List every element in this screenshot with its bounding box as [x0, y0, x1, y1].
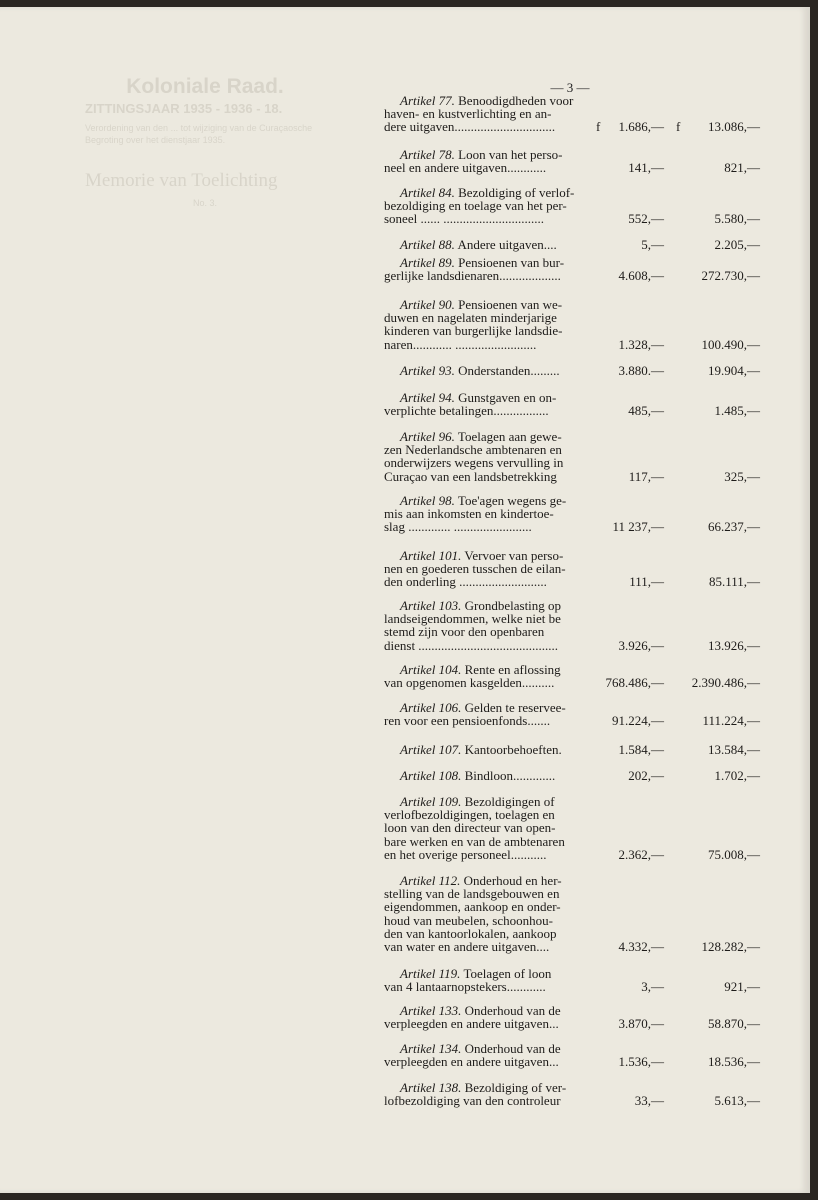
article-label: Artikel 96.: [400, 429, 455, 444]
amount-change: 4.332,—: [618, 939, 664, 955]
ghost-lines: Verordening van den ... tot wijziging van de Curaçaosche Begroting over het dienstjaar 1935.: [85, 123, 313, 145]
amount-change: 1.328,—: [618, 336, 664, 352]
ghost-title: Koloniale Raad.: [126, 75, 284, 98]
amount-change: 3,—: [641, 979, 664, 995]
amount-total: 2.205,—: [714, 237, 760, 252]
page-number: — 3 —: [550, 80, 590, 95]
amount-total: 19.904,—: [708, 363, 760, 378]
budget-entry: [384, 1081, 760, 1107]
description-line: bezoldiging en toelage van het per-: [384, 198, 567, 214]
description-line: zen Nederlandsche ambtenaren en: [384, 442, 562, 458]
article-label: Artikel 133.: [400, 1003, 462, 1018]
amount-total: 18.536,—: [708, 1054, 760, 1070]
article-text: Gunstgaven en on-: [458, 390, 557, 405]
currency-symbol: f: [676, 119, 681, 135]
amount-change: 3.926,—: [618, 637, 664, 653]
description-line: verpleegden en andere uitgaven...: [384, 1016, 559, 1032]
article-text: Onderhoud en her-: [463, 873, 562, 888]
article-text: Bindloon.............: [464, 768, 556, 783]
amount-change: 485,—: [628, 403, 664, 419]
article-text: Onderhoud van de: [464, 1003, 561, 1018]
entry-description: [384, 148, 590, 174]
amount-total: 128.282,—: [701, 939, 760, 955]
budget-entry: [384, 663, 760, 689]
amount-change: 3.880.—: [618, 363, 664, 378]
article-label: Artikel 106.: [400, 700, 462, 715]
article-text: Pensioenen van we-: [458, 297, 563, 312]
article-label: Artikel 84.: [400, 185, 455, 200]
show-through-text: [85, 75, 325, 208]
article-label: Artikel 109.: [400, 794, 462, 809]
amount-change: 1.686,—: [618, 119, 664, 135]
article-label: Artikel 88.: [400, 237, 455, 252]
amount-total: 821,—: [724, 160, 760, 176]
entry-description: [384, 256, 590, 282]
article-label: Artikel 103.: [400, 598, 462, 613]
article-text: Vervoer van perso-: [464, 548, 564, 563]
description-line: Curaçao van een landsbetrekking: [384, 468, 557, 484]
ghost-subtitle: ZITTINGSJAAR 1935 - 1936 - 18.: [85, 101, 283, 116]
amount-total: 5.580,—: [714, 211, 760, 227]
budget-entry: [384, 874, 760, 953]
description-line: naren............ .........................: [384, 336, 537, 352]
budget-entry: [384, 238, 760, 251]
article-text: Onderhoud van de: [464, 1041, 561, 1056]
entry-description: [384, 599, 590, 652]
entry-description: [384, 298, 590, 351]
amount-total: 272.730,—: [701, 268, 760, 284]
article-label: Artikel 138.: [400, 1080, 462, 1095]
entry-description: [384, 94, 590, 134]
description-line: dienst ...........................................: [384, 637, 559, 653]
article-text: Gelden te reservee-: [464, 700, 566, 715]
article-label: Artikel 107.: [400, 742, 462, 757]
amount-change: 768.486,—: [605, 675, 664, 691]
budget-entry: [384, 795, 760, 861]
article-label: Artikel 94.: [400, 390, 455, 405]
description-line: landseigendommen, welke niet be: [384, 611, 561, 627]
description-line: dere uitgaven...............................: [384, 119, 556, 135]
article-label: Artikel 98.: [400, 493, 455, 508]
budget-entry: [384, 549, 760, 589]
entry-description: [384, 364, 590, 377]
description-line: van opgenomen kasgelden..........: [384, 675, 555, 691]
amount-change: 33,—: [634, 1093, 664, 1109]
amount-total: 2.390.486,—: [691, 675, 760, 691]
budget-entry: [384, 599, 760, 652]
amount-total: 325,—: [724, 468, 760, 484]
amount-total: 13.926,—: [708, 637, 760, 653]
article-text: Pensioenen van bur-: [458, 255, 565, 270]
entry-description: [384, 1004, 590, 1030]
description-line: onderwijzers wegens vervulling in: [384, 455, 564, 471]
amount-total: 921,—: [724, 979, 760, 995]
description-line: loon van den directeur van open-: [384, 820, 556, 836]
budget-entry: [384, 391, 760, 417]
amount-total: 100.490,—: [701, 336, 760, 352]
description-line: duwen en nagelaten minderjarige: [384, 310, 557, 326]
amount-total: 13.584,—: [708, 742, 760, 757]
amount-change: 111,—: [629, 574, 664, 590]
amount-change: 5,—: [641, 237, 664, 252]
budget-entry: [384, 298, 760, 351]
amount-total: 66.237,—: [708, 519, 760, 535]
description-line: verlofbezoldigingen, toelagen en: [384, 807, 555, 823]
article-text: Toe'agen wegens ge-: [457, 493, 567, 508]
entry-description: [384, 663, 590, 689]
description-line: den van kantoorlokalen, aankoop: [384, 925, 557, 941]
entry-description: [384, 238, 590, 251]
description-line: den onderling ...........................: [384, 574, 547, 590]
amount-total: 58.870,—: [708, 1016, 760, 1032]
description-line: eigendommen, aankoop en onder-: [384, 899, 561, 915]
entry-description: [384, 391, 590, 417]
amount-change: 552,—: [628, 211, 664, 227]
description-line: en het overige personeel...........: [384, 846, 547, 862]
amount-total: 13.086,—: [708, 119, 760, 135]
article-text: Bezoldigingen of: [464, 794, 555, 809]
article-text: Toelagen of loon: [463, 966, 552, 981]
description-line: houd van meubelen, schoonhou-: [384, 912, 553, 928]
budget-entry: [384, 256, 760, 282]
amount-total: 5.613,—: [714, 1093, 760, 1109]
article-text: Bezoldiging of ver-: [464, 1080, 567, 1095]
description-line: verplichte betalingen.................: [384, 403, 549, 419]
description-line: bare werken en van de ambtenaren: [384, 833, 565, 849]
entry-description: [384, 967, 590, 993]
amount-total: 111.224,—: [702, 713, 760, 729]
article-label: Artikel 78.: [400, 147, 455, 162]
article-label: Artikel 101.: [400, 548, 462, 563]
amount-change: 202,—: [628, 768, 664, 783]
article-label: Artikel 90.: [400, 297, 455, 312]
article-text: Grondbelasting op: [464, 598, 562, 613]
description-line: gerlijke landsdienaren...................: [384, 268, 561, 284]
article-label: Artikel 77.: [400, 93, 455, 108]
budget-entry: [384, 1042, 760, 1068]
article-label: Artikel 104.: [400, 662, 462, 677]
description-line: haven- en kustverlichting en an-: [384, 106, 552, 122]
entry-description: [384, 1081, 590, 1107]
description-line: ren voor een pensioenfonds.......: [384, 713, 551, 729]
description-line: slag ............. ........................: [384, 519, 532, 535]
budget-entry: [384, 148, 760, 174]
article-label: Artikel 93.: [400, 363, 455, 378]
budget-entry: [384, 967, 760, 993]
budget-entry: [384, 430, 760, 483]
ghost-heading: Memorie van Toelichting: [85, 170, 278, 191]
amount-change: 117,—: [628, 468, 664, 484]
budget-entry: [384, 186, 760, 226]
budget-entry: [384, 364, 760, 377]
article-text: Bezoldiging of verlof-: [458, 185, 575, 200]
entry-description: [384, 769, 590, 782]
amount-change: 91.224,—: [612, 713, 664, 729]
entry-description: [384, 743, 590, 756]
amount-change: 3.870,—: [618, 1016, 664, 1032]
budget-entry: [384, 701, 760, 727]
description-line: [384, 769, 590, 782]
entry-description: [384, 701, 590, 727]
description-line: verpleegden en andere uitgaven...: [384, 1054, 559, 1070]
article-text: Andere uitgaven....: [457, 237, 557, 252]
article-label: Artikel 134.: [400, 1041, 462, 1056]
budget-entry: [384, 1004, 760, 1030]
amount-total: 1.485,—: [714, 403, 760, 419]
budget-entry: [384, 769, 760, 782]
article-text: Kantoorbehoeften.: [464, 742, 562, 757]
ghost-number: No. 3.: [192, 198, 217, 208]
description-line: stemd zijn voor den openbaren: [384, 624, 545, 640]
article-label: Artikel 108.: [400, 768, 462, 783]
article-text: Toelagen aan gewe-: [457, 429, 562, 444]
description-line: [384, 364, 590, 377]
amount-total: 75.008,—: [708, 846, 760, 862]
article-label: Artikel 89.: [400, 255, 455, 270]
article-label: Artikel 112.: [400, 873, 461, 888]
amount-change: 4.608,—: [618, 268, 664, 284]
amount-change: 2.362,—: [618, 846, 664, 862]
description-line: van 4 lantaarnopstekers............: [384, 979, 546, 995]
description-line: [384, 238, 590, 251]
description-line: van water en andere uitgaven....: [384, 939, 550, 955]
entry-description: [384, 874, 590, 953]
description-line: soneel ...... ...............................: [384, 211, 544, 227]
currency-symbol: f: [596, 119, 601, 135]
budget-entry: [384, 494, 760, 534]
amount-change: 141,—: [628, 160, 664, 176]
description-line: nen en goederen tusschen de eilan-: [384, 561, 566, 577]
article-text: Loon van het perso-: [458, 147, 563, 162]
amount-change: 1.584,—: [618, 742, 664, 757]
entry-description: [384, 795, 590, 861]
article-text: Rente en aflossing: [464, 662, 561, 677]
entry-description: [384, 549, 590, 589]
description-line: [384, 743, 590, 756]
entry-description: [384, 1042, 590, 1068]
description-line: kinderen van burgerlijke landsdie-: [384, 323, 563, 339]
entry-description: [384, 430, 590, 483]
description-line: lofbezoldiging van den controleur: [384, 1093, 561, 1109]
budget-entry: [384, 743, 760, 756]
amount-change: 11 237,—: [612, 519, 664, 535]
amount-change: 1.536,—: [618, 1054, 664, 1070]
budget-entry: [384, 94, 760, 134]
description-line: stelling van de landsgebouwen en: [384, 886, 560, 902]
document-page: [0, 7, 810, 1193]
entry-description: [384, 494, 590, 534]
description-line: neel en andere uitgaven............: [384, 160, 547, 176]
description-line: mis aan inkomsten en kindertoe-: [384, 506, 554, 522]
article-label: Artikel 119.: [400, 966, 461, 981]
amount-total: 1.702,—: [714, 768, 760, 783]
entry-description: [384, 186, 590, 226]
article-text: Benoodigdheden voor: [458, 93, 574, 108]
article-text: Onderstanden.........: [458, 363, 560, 378]
amount-total: 85.111,—: [708, 574, 760, 590]
